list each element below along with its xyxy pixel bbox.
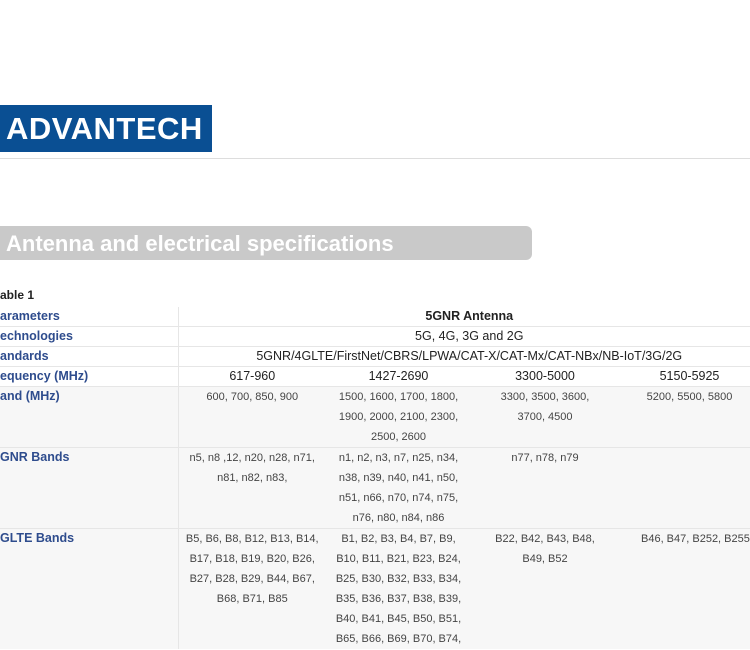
table-row-band xyxy=(0,387,750,448)
cell: B5, B6, B8, B12, B13, B14, B17, B18, B19, B20, B26, B27, B28, B29, B44, B67, B68, B71, B85 xyxy=(178,529,326,650)
cell xyxy=(619,448,750,529)
header-divider xyxy=(0,158,750,159)
cell: n77, n78, n79 xyxy=(471,448,619,529)
cell: 5G, 4G, 3G and 2G xyxy=(178,327,750,347)
cell: 5GNR/4GLTE/FirstNet/CBRS/LPWA/CAT-X/CAT-Mx/CAT-NBx/NB-IoT/3G/2G xyxy=(178,347,750,367)
cell: B1, B2, B3, B4, B7, B9, B10, B11, B21, B23, B24, B25, B30, B32, B33, B34, B35, B36, B37, B38, B39, B40, B41, B45, B50, B51, B65, B66, B69, B70, B74, xyxy=(326,529,471,650)
cell: 600, 700, 850, 900 xyxy=(178,387,326,448)
cell: 1500, 1600, 1700, 1800, 1900, 2000, 2100, 2300, 2500, 2600 xyxy=(326,387,471,448)
column-header: 5GNR Antenna xyxy=(425,309,514,323)
table-row-header xyxy=(0,307,750,327)
cell: n5, n8 ,12, n20, n28, n71, n81, n82, n83, xyxy=(178,448,326,529)
spec-table xyxy=(0,307,750,649)
table-row-technologies xyxy=(0,327,750,347)
cell: 3300, 3500, 3600, 3700, 4500 xyxy=(471,387,619,448)
table-row-standards xyxy=(0,347,750,367)
row-label: GLTE Bands xyxy=(0,529,178,650)
table-caption: able 1 xyxy=(0,288,35,302)
cell: B46, B47, B252, B255 xyxy=(619,529,750,650)
cell: 1427-2690 xyxy=(326,367,471,387)
cell: 5150-5925 xyxy=(619,367,750,387)
row-label: and (MHz) xyxy=(0,387,178,448)
cell: n1, n2, n3, n7, n25, n34, n38, n39, n40, n41, n50, n51, n66, n70, n74, n75, n76, n80, n84, n86 xyxy=(326,448,471,529)
row-label: echnologies xyxy=(0,327,178,347)
cell: 5200, 5500, 5800 xyxy=(619,387,750,448)
cell: B22, B42, B43, B48, B49, B52 xyxy=(471,529,619,650)
row-label: GNR Bands xyxy=(0,448,178,529)
table-row-frequency xyxy=(0,367,750,387)
table-row-5gnr-bands xyxy=(0,448,750,529)
row-label: arameters xyxy=(0,307,178,327)
section-heading: Antenna and electrical specifications xyxy=(0,226,532,260)
cell: 3300-5000 xyxy=(471,367,619,387)
row-label: equency (MHz) xyxy=(0,367,178,387)
table-row-4glte-bands xyxy=(0,529,750,650)
advantech-logo: ADVANTECH xyxy=(0,105,212,152)
cell: 617-960 xyxy=(178,367,326,387)
row-label: andards xyxy=(0,347,178,367)
